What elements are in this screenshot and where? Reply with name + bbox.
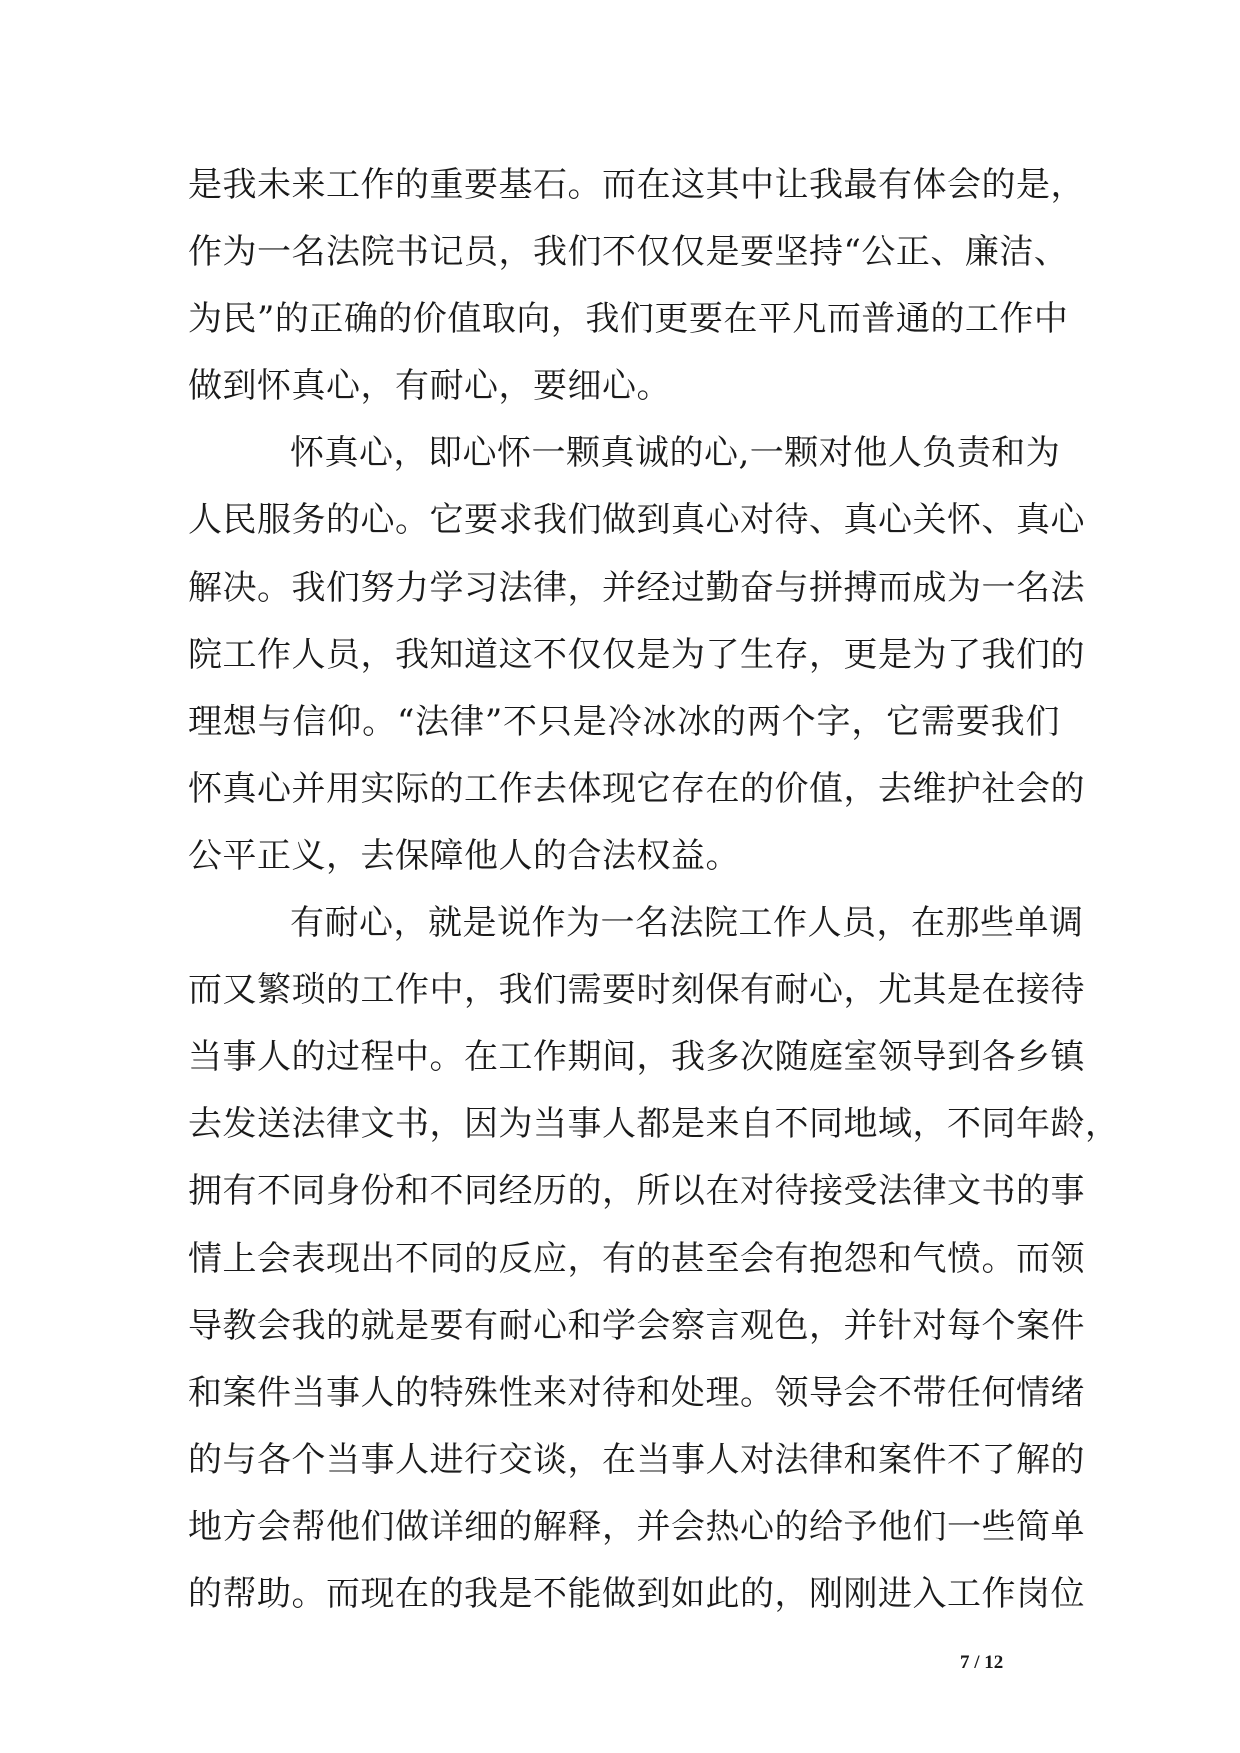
text-line: 去发送法律文书，因为当事人都是来自不同地域，不同年龄，: [188, 1104, 1120, 1145]
text-line: 而又繁琐的工作中，我们需要时刻保有耐心，尤其是在接待: [188, 970, 1085, 1011]
body-text: [188, 152, 1120, 1628]
text-line: 怀真心，即心怀一颗真诚的心,一颗对他人负责和为: [290, 433, 1061, 474]
text-line: 和案件当事人的特殊性来对待和处理。领导会不带任何情绪: [188, 1372, 1085, 1413]
text-line: 人民服务的心。它要求我们做到真心对待、真心关怀、真心: [188, 500, 1085, 541]
text-line: 解决。我们努力学习法律，并经过勤奋与拼搏而成为一名法: [188, 567, 1085, 608]
text-line: 拥有不同身份和不同经历的，所以在对待接受法律文书的事: [188, 1171, 1085, 1212]
text-line: 地方会帮他们做详细的解释，并会热心的给予他们一些简单: [188, 1506, 1085, 1547]
text-line: 导教会我的就是要有耐心和学会察言观色，并针对每个案件: [188, 1305, 1085, 1346]
text-line: 做到怀真心，有耐心，要细心。: [188, 366, 671, 407]
text-line: 的与各个当事人进行交谈，在当事人对法律和案件不了解的: [188, 1439, 1085, 1480]
text-line: 的帮助。而现在的我是不能做到如此的，刚刚进入工作岗位: [188, 1573, 1085, 1614]
page-number: 7 / 12: [960, 1652, 1004, 1673]
text-line: 公平正义，去保障他人的合法权益。: [188, 835, 740, 876]
text-line: 院工作人员，我知道这不仅仅是为了生存，更是为了我们的: [188, 634, 1085, 675]
text-line: 情上会表现出不同的反应，有的甚至会有抱怨和气愤。而领: [188, 1238, 1085, 1279]
text-line: 当事人的过程中。在工作期间，我多次随庭室领导到各乡镇: [188, 1037, 1085, 1078]
text-line: 怀真心并用实际的工作去体现它存在的价值，去维护社会的: [188, 768, 1085, 809]
text-line: 为民”的正确的价值取向，我们更要在平凡而普通的工作中: [188, 299, 1069, 340]
text-line: 作为一名法院书记员，我们不仅仅是要坚持“公正、廉洁、: [188, 232, 1069, 273]
text-line: 有耐心，就是说作为一名法院工作人员，在那些单调: [290, 903, 1084, 944]
text-line: 是我未来工作的重要基石。而在这其中让我最有体会的是，: [188, 165, 1085, 205]
text-line: 理想与信仰。“法律”不只是冷冰冰的两个字，它需要我们: [188, 701, 1060, 742]
